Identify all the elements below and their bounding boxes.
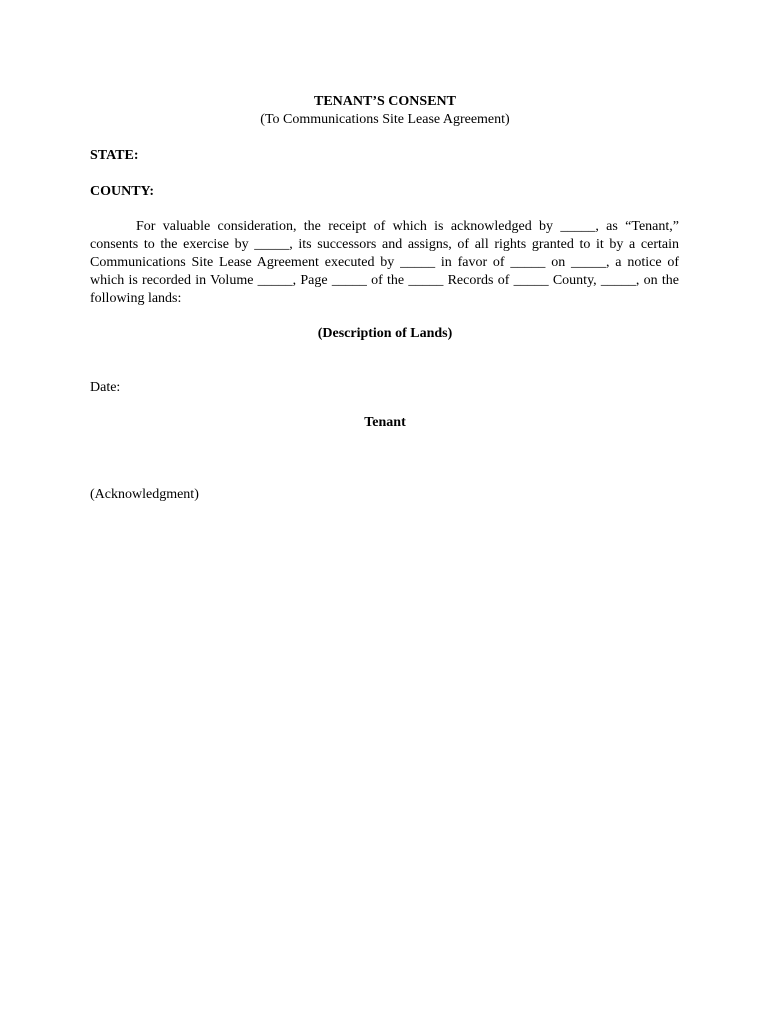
acknowledgment-label: (Acknowledgment) [90,487,199,502]
county-label: COUNTY: [90,184,155,199]
document-subtitle: (To Communications Site Lease Agreement) [260,112,510,127]
description-of-lands-heading: (Description of Lands) [317,326,453,341]
tenant-signature-label: Tenant [364,415,406,430]
document-title: TENANT’S CONSENT [314,94,456,109]
date-label: Date: [90,380,121,395]
state-label: STATE: [90,148,139,163]
consent-paragraph: For valuable consideration, the receipt of which is acknowledged by _____, as “Tenant,” consents to the exercise by _____, its successors and assigns, of all rights granted to it by a certain Communications Site Lease Agreement executed by _____ in favor of _____ on _____, a notice of which is recorded in Volume _____, Page _____ of the _____ Records of _____ County, _____, on the following lands: [90,219,679,306]
